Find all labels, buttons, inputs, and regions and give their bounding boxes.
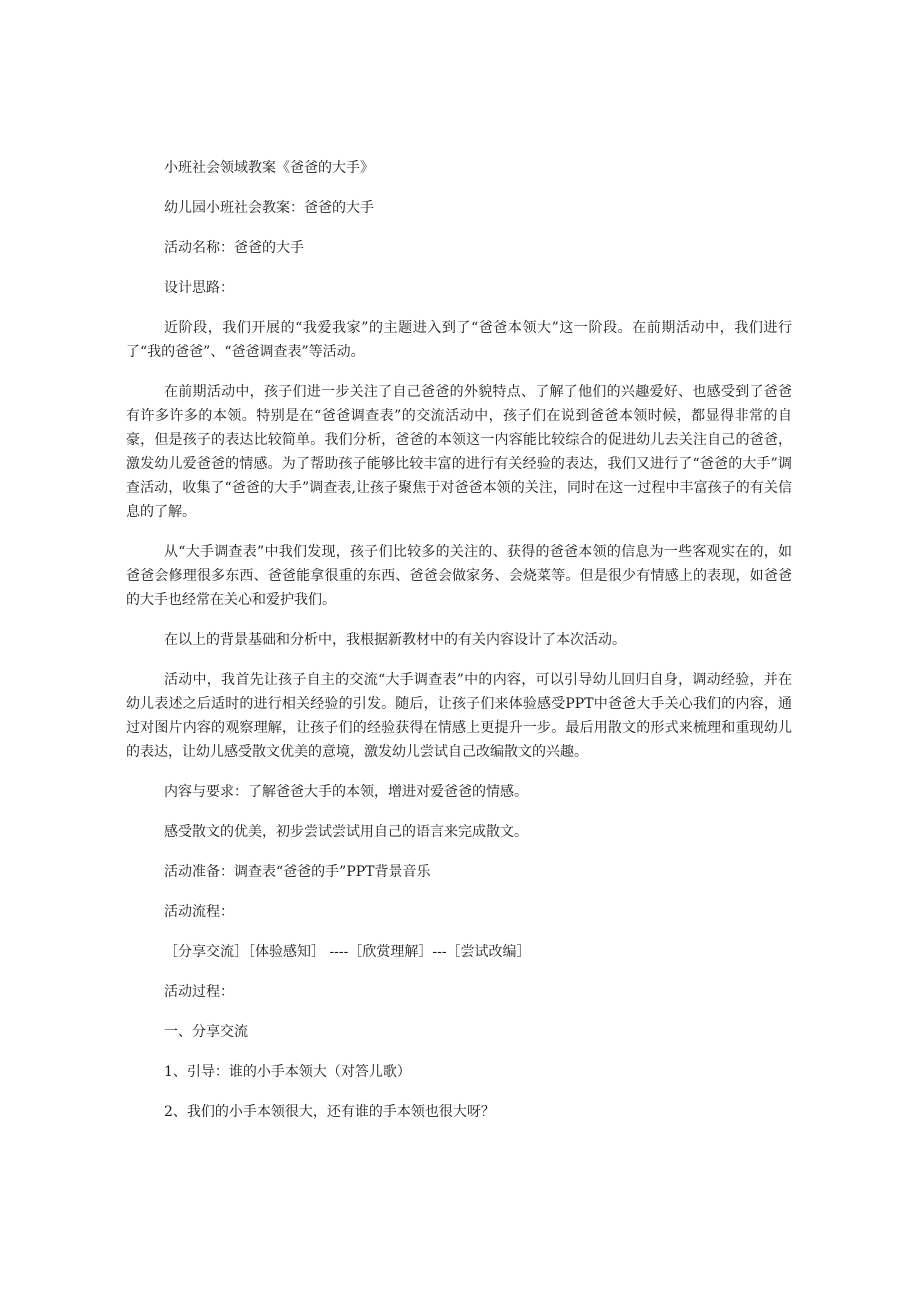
- process-heading: 活动流程：: [164, 904, 234, 920]
- activity-name: 活动名称：爸爸的大手: [164, 240, 304, 256]
- procedure-heading: 活动过程：: [164, 984, 234, 1000]
- paragraph: 从“大手调查表”中我们发现，孩子们比较多的关注的、获得的爸爸本领的信息为一些客观实在的，如爸爸会修理很多东西、爸爸能拿很重的东西、爸爸会做家务、会烧菜等。但是很少有情感上的表现，如爸爸的大手也经常在关心和爱护我们。: [126, 544, 792, 608]
- list-item: 2、我们的小手本领很大，还有谁的手本领也很大呀？: [164, 1104, 495, 1120]
- design-heading: 设计思路：: [164, 280, 234, 296]
- process-flow: ［分享交流］［体验感知］ ----［欣赏理解］---［尝试改编］: [164, 944, 531, 960]
- document-body: [126, 156, 792, 1124]
- document-subtitle: 幼儿园小班社会教案：爸爸的大手: [164, 200, 374, 216]
- paragraph: 感受散文的优美，初步尝试尝试用自己的语言来完成散文。: [164, 824, 528, 840]
- paragraph: 在以上的背景基础和分析中，我根据新教材中的有关内容设计了本次活动。: [164, 632, 626, 648]
- section-heading: 一、分享交流: [164, 1024, 248, 1040]
- document-title: 小班社会领域教案《爸爸的大手》: [164, 160, 374, 176]
- content-requirements: 内容与要求：了解爸爸大手的本领，增进对爱爸爸的情感。: [164, 784, 528, 800]
- activity-preparation: 活动准备：调查表“爸爸的手”PPT背景音乐: [164, 864, 431, 880]
- paragraph: 活动中，我首先让孩子自主的交流“大手调查表”中的内容，可以引导幼儿回归自身，调动经验，并在幼儿表述之后适时的进行相关经验的引发。随后，让孩子们来体验感受PPT中爸爸大手关心我们的内容，通过对图片内容的观察理解，让孩子们的经验获得在情感上更提升一步。最后用散文的形式来梳理和重现幼儿的表达，让幼儿感受散文优美的意境，激发幼儿尝试自己改编散文的兴趣。: [126, 672, 792, 760]
- paragraph: 在前期活动中，孩子们进一步关注了自己爸爸的外貌特点、了解了他们的兴趣爱好、也感受到了爸爸有许多许多的本领。特别是在“爸爸调查表”的交流活动中，孩子们在说到爸爸本领时候，都显得非常的自豪，但是孩子的表达比较简单。我们分析，爸爸的本领这一内容能比较综合的促进幼儿去关注自己的爸爸，激发幼儿爱爸爸的情感。为了帮助孩子能够比较丰富的进行有关经验的表达，我们又进行了“爸爸的大手”调查活动，收集了“爸爸的大手”调查表,让孩子聚焦于对爸爸本领的关注，同时在这一过程中丰富孩子的有关信息的了解。: [126, 384, 792, 520]
- list-item: 1、引导：谁的小手本领大（对答儿歌）: [164, 1064, 411, 1080]
- paragraph: 近阶段，我们开展的“我爱我家”的主题进入到了“爸爸本领大”这一阶段。在前期活动中，我们进行了“我的爸爸”、“爸爸调查表”等活动。: [126, 320, 792, 360]
